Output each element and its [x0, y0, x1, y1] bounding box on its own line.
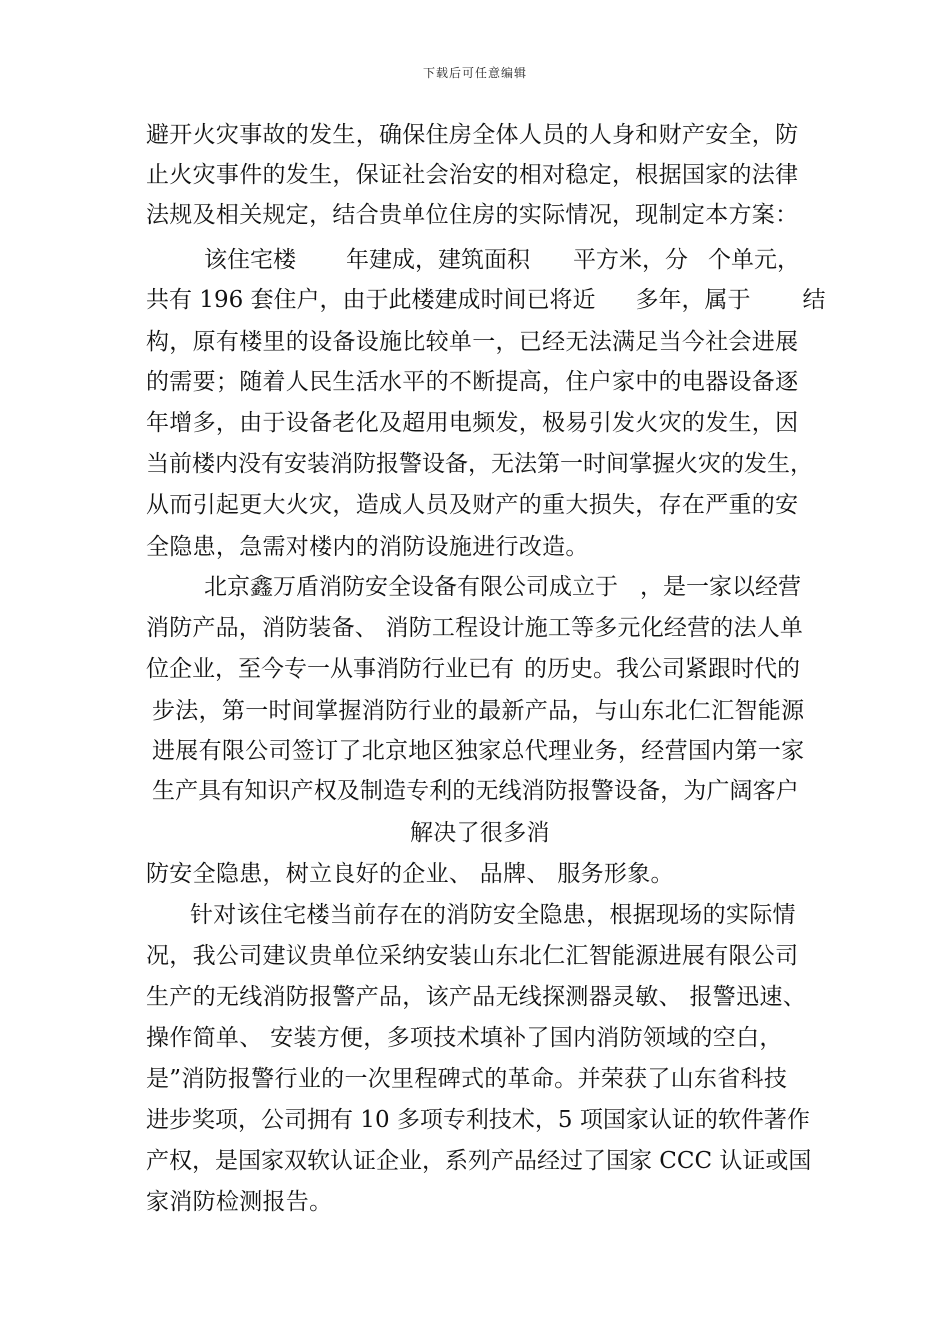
text-line: 况，我公司建议贵单位采纳安装山东北仁汇智能源进展有限公司 [146, 943, 799, 969]
text-line: 是”消防报警行业的一次里程碑式的革命。并荣获了山东省科技 [146, 1066, 788, 1092]
page-header: 下载后可任意编辑 [422, 66, 527, 80]
text-line: 构，原有楼里的设备设施比较单一，已经无法满足当今社会进展 [146, 329, 799, 355]
text-line: 产权，是国家双软认证企业，系列产品经过了国家 CCC 认证或国 [146, 1148, 812, 1174]
text-line: 避开火灾事故的发生，确保住房全体人员的人身和财产安全，防 [146, 122, 799, 148]
text-line [146, 289, 826, 312]
text-segment: 多年，属于 [635, 287, 751, 313]
text-line: 生产具有知识产权及制造专利的无线消防报警设备，为广阔客户 [152, 778, 799, 804]
text-line: 家消防检测报告。 [146, 1189, 333, 1215]
text-line [204, 249, 800, 272]
text-line: 防安全隐患，树立良好的企业、 品牌、 服务形象。 [146, 861, 674, 887]
text-line: 生产的无线消防报警产品，该产品无线探测器灵敏、 报警迅速、 [146, 984, 807, 1010]
text-line: 进展有限公司签订了北京地区独家总代理业务，经营国内第一家 [152, 738, 805, 764]
text-line: 针对该住宅楼当前存在的消防安全隐患，根据现场的实际情 [190, 902, 796, 928]
text-line: 止火灾事件的发生，保证社会治安的相对稳定，根据国家的法律 [146, 162, 799, 188]
text-line: 操作简单、 安装方便，多项技术填补了国内消防领域的空白， [146, 1025, 783, 1051]
text-line: 解决了很多消 [410, 820, 550, 846]
text-line [146, 658, 800, 681]
text-segment: 共有 196 套住户，由于此楼建成时间已将近 [146, 287, 596, 313]
text-line: 的需要；随着人民生活水平的不断提高，住户家中的电器设备逐 [146, 369, 799, 395]
text-segment: 该住宅楼 [204, 247, 296, 273]
text-segment: 年建成，建筑面积 [346, 247, 530, 273]
text-line: 步法，第一时间掌握消防行业的最新产品，与山东北仁汇智能源 [152, 698, 805, 724]
text-segment: 结 [802, 287, 826, 313]
text-line [204, 576, 801, 599]
text-line: 当前楼内没有安装消防报警设备，无法第一时间掌握火灾的发生， [146, 451, 813, 477]
text-line: 年增多，由于设备老化及超用电频发，极易引发火灾的发生，因 [146, 410, 799, 436]
text-segment: 北京鑫万盾消防安全设备有限公司成立于 [204, 574, 618, 600]
text-line: 进步奖项，公司拥有 10 多项专利技术，5 项国家认证的软件著作 [146, 1107, 810, 1133]
text-line: 全隐患，急需对楼内的消防设施进行改造。 [146, 534, 589, 560]
text-segment: 个单元， [708, 247, 800, 273]
text-line: 从而引起更大火灾，造成人员及财产的重大损失，存在严重的安 [146, 492, 799, 518]
text-line: 法规及相关规定，结合贵单位住房的实际情况，现制定本方案： [146, 202, 799, 228]
text-segment: 平方米，分 [573, 247, 688, 273]
text-segment: 位企业，至今专一从事消防行业已有 [146, 656, 514, 682]
text-segment: ，是一家以经营 [640, 574, 801, 600]
text-line: 消防产品，消防装备、 消防工程设计施工等多元化经营的法人单 [146, 615, 804, 641]
text-segment: 的历史。我公司紧跟时代的 [524, 656, 800, 682]
